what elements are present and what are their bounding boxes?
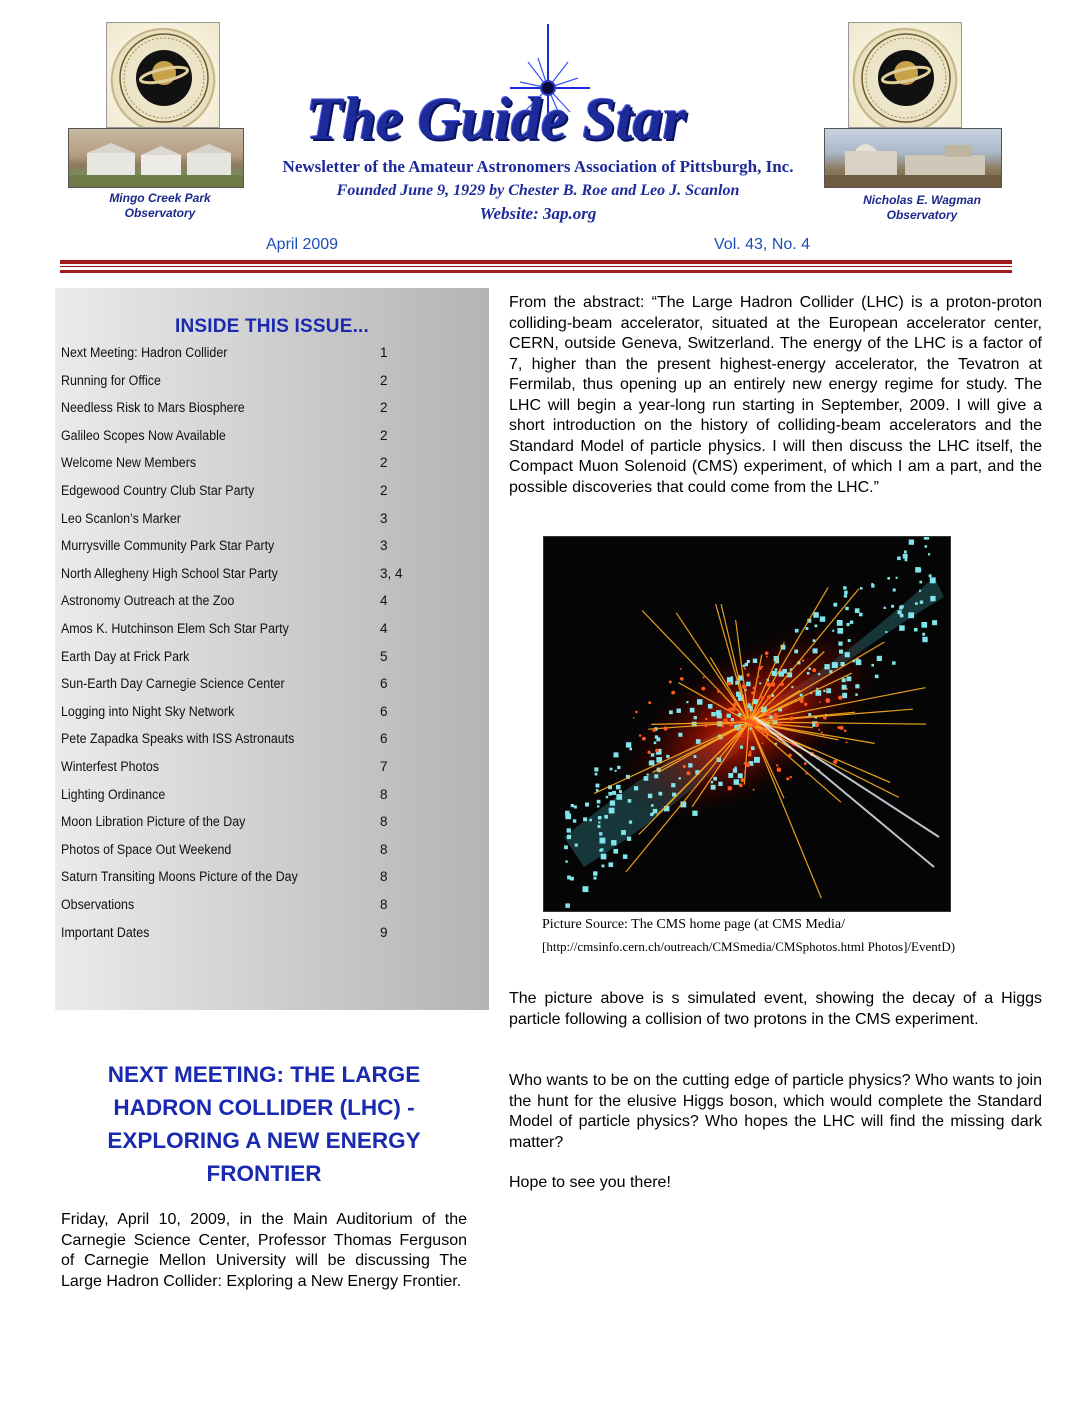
contents-item-page: 7 <box>380 759 388 774</box>
contents-item-label: Observations <box>61 897 135 912</box>
contents-item-page: 4 <box>380 621 388 636</box>
masthead-rule-thin <box>60 266 1012 267</box>
website-line: Website: 3ap.org <box>479 204 597 223</box>
contents-item-label: Astronomy Outreach at the Zoo <box>61 593 235 609</box>
cms-higgs-event-image <box>543 536 951 912</box>
contents-item-page: 2 <box>380 455 388 471</box>
contents-item-page: 3, 4 <box>380 565 403 581</box>
newsletter-title: The Guide Star <box>306 86 687 152</box>
contents-item-label: Logging into Night Sky Network <box>61 703 235 719</box>
wagman-observatory-photo <box>824 128 1002 188</box>
contents-item-label: Winterfest Photos <box>61 759 160 774</box>
contents-item-label: Moon Libration Picture of the Day <box>61 814 246 830</box>
contents-item-page: 2 <box>380 400 388 416</box>
contents-item-page: 9 <box>380 924 388 940</box>
contents-item-page: 8 <box>380 897 388 912</box>
closing-text: Hope to see you there! <box>509 1174 671 1191</box>
mingo-creek-observatory-photo <box>68 128 244 188</box>
contents-item-label: North Allegheny High School Star Party <box>61 565 278 581</box>
saturn-icon <box>849 23 962 128</box>
contents-item-page: 1 <box>380 345 388 360</box>
image-caption-line2: [http://cmsinfo.cern.ch/outreach/CMSmedia/CMSphotos.html Photos]/EventD) <box>542 939 956 954</box>
newsletter-subtitle: Newsletter of the Amateur Astronomers Association of Pittsburgh, Inc. <box>282 157 794 176</box>
contents-title: INSIDE THIS ISSUE... <box>174 316 370 337</box>
contents-item-label: Galileo Scopes Now Available <box>61 427 226 443</box>
contents-item-page: 3 <box>380 510 388 526</box>
meeting-intro: Friday, April 10, 2009, in the Main Auditorium of the Carnegie Science Center, Professor Thomas Ferguson of Carnegie Mellon University will be discussing The Large Hadron Collider: Exploring a New Energy Frontier. <box>61 1211 467 1290</box>
contents-item-label: Important Dates <box>61 924 150 940</box>
issue-volume: Vol. 43, No. 4 <box>714 236 811 253</box>
aaap-seal-left <box>106 22 220 128</box>
masthead-rule-bottom <box>60 270 1012 273</box>
wagman-caption: Nicholas E. Wagman Observatory <box>863 193 981 222</box>
issue-date: April 2009 <box>266 236 339 253</box>
contents-item-page: 6 <box>380 731 388 747</box>
contents-item-page: 2 <box>380 483 388 498</box>
contents-item-label: Amos K. Hutchinson Elem Sch Star Party <box>61 621 289 636</box>
contents-item-label: Next Meeting: Hadron Collider <box>61 345 228 360</box>
contents-item-label: Leo Scanlon’s Marker <box>61 510 181 526</box>
contents-item-label: Sun-Earth Day Carnegie Science Center <box>61 676 285 692</box>
inside-this-issue-box <box>55 288 489 1010</box>
abstract-text: From the abstract: “The Large Hadron Collider (LHC) is a proton-proton colliding-beam accelerator, situated at the European accelerator center, CERN, outside Geneva, Switzerland. The energy of the LHC is a factor of 7, higher than the present highest-energy accelerator, the Tevatron at Fermilab, thus opening up an entirely new energy regime for study. The LHC will begin a year-long run starting in September, 2009. I will give a short introduction on the history of colliding-beam accelerators and the Standard Model of particle physics. I will then discuss the LHC itself, the Compact Muon Solenoid (CMS) experiment, of which I am a part, and the possible discoveries that could come from the LHC.” <box>509 294 1042 496</box>
contents-item-label: Saturn Transiting Moons Picture of the Day <box>61 869 298 885</box>
saturn-icon <box>107 23 220 128</box>
contents-item-label: Needless Risk to Mars Biosphere <box>61 400 245 416</box>
contents-item-label: Photos of Space Out Weekend <box>61 841 232 857</box>
aaap-seal-right <box>848 22 962 128</box>
contents-item-label: Running for Office <box>61 372 161 388</box>
contents-item-label: Edgewood Country Club Star Party <box>61 483 255 498</box>
contents-item-page: 5 <box>380 648 388 664</box>
founded-line: Founded June 9, 1929 by Chester B. Roe and Leo J. Scanlon <box>336 182 740 199</box>
contents-item-label: Welcome New Members <box>61 455 197 471</box>
contents-item-label: Murrysville Community Park Star Party <box>61 538 275 554</box>
contents-item-page: 2 <box>380 372 388 388</box>
mingo-creek-caption: Mingo Creek Park Observatory <box>109 191 211 220</box>
contents-item-label: Pete Zapadka Speaks with ISS Astronauts <box>61 731 295 747</box>
contents-item-page: 8 <box>380 869 388 885</box>
contents-item-page: 6 <box>380 676 388 692</box>
particle-event-graphic <box>544 537 951 912</box>
contents-item-page: 8 <box>380 786 388 802</box>
masthead-rule-top <box>60 260 1012 264</box>
contents-item-page: 4 <box>380 593 388 609</box>
meeting-headline: NEXT MEETING: THE LARGE HADRON COLLIDER (LHC) - EXPLORING A NEW ENERGY FRONTIER <box>107 1062 421 1186</box>
contents-item-page: 6 <box>380 703 388 719</box>
contents-item-page: 3 <box>380 538 388 554</box>
contents-item-label: Lighting Ordinance <box>61 786 166 802</box>
questions-text: Who wants to be on the cutting edge of particle physics? Who wants to join the hunt for the elusive Higgs boson, which would complete the Standard Model of particle physics? Who hopes the LHC will find the missing dark matter? <box>509 1072 1042 1151</box>
contents-item-page: 2 <box>380 427 388 443</box>
simulated-event-text: The picture above is s simulated event, showing the decay of a Higgs particle following a collision of two protons in the CMS experiment. <box>509 990 1042 1028</box>
image-caption-line1: Picture Source: The CMS home page (at CMS Media/ <box>542 917 846 932</box>
contents-item-label: Earth Day at Frick Park <box>61 648 190 664</box>
contents-item-page: 8 <box>380 814 388 830</box>
contents-item-page: 8 <box>380 841 388 857</box>
